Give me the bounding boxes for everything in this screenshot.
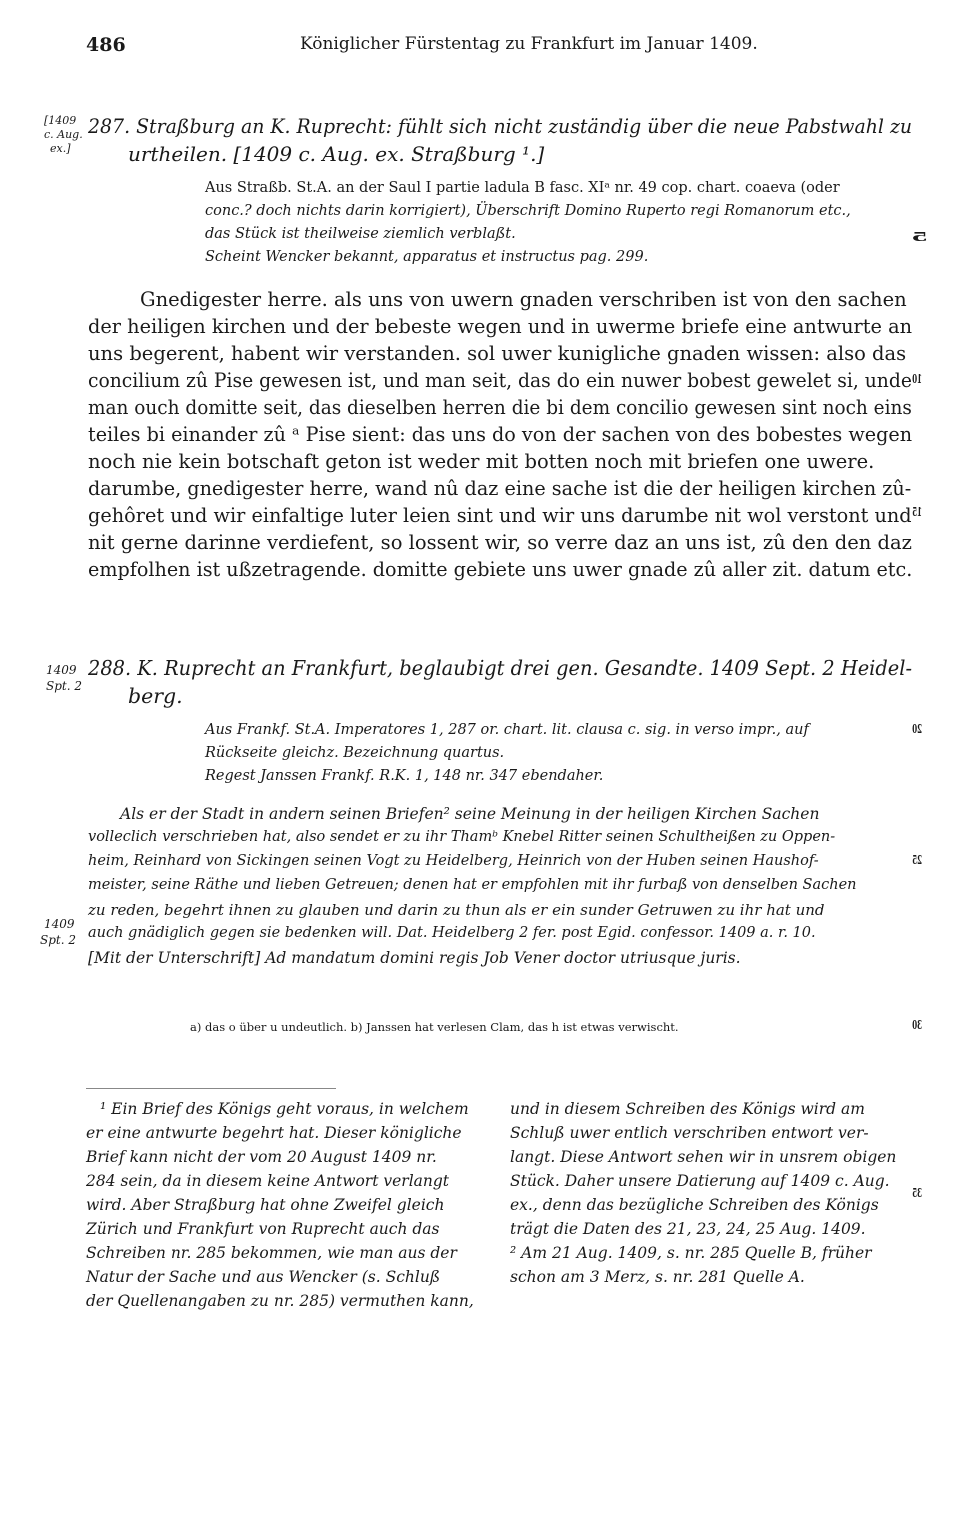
margin-date-287-line1: [1409 <box>44 114 77 127</box>
line-number: 10 <box>912 372 922 386</box>
doc-288-text-line: auch gnädiglich gegen sie bedenken will. Dat. Heidelberg 2 fer. post Egid. confessor. 1409 a. r. 10. <box>88 925 816 941</box>
footnote-left-line: wird. Aber Straßburg hat ohne Zweifel gleich <box>86 1196 445 1214</box>
footnote-left-line: er eine antwurte begehrt hat. Dieser königliche <box>86 1124 462 1142</box>
doc-287-text-line: der heiligen kirchen und der bebeste wegen und in uwerme briefe eine antwurte an <box>88 315 913 338</box>
doc-287-text-line: noch nie kein botschaft geton ist weder mit botten noch mit briefen one uwere. <box>88 450 875 473</box>
footnote-right-line: Stück. Daher unsere Datierung auf 1409 c. Aug. <box>510 1172 890 1190</box>
doc-287-text-line: concilium zû Pise gewesen ist, und man seit, das do ein nuwer bobest gewelet si, unde <box>88 369 912 392</box>
doc-287-text-line: Gnedigester herre. als uns von uwern gnaden verschriben ist von den sachen <box>140 288 907 311</box>
footnote-right-line: langt. Diese Antwort sehen wir in unsrem obigen <box>510 1148 897 1166</box>
doc-288-text-line: meister, seine Räthe und lieben Getreuen; denen hat er empfohlen mit ihr furbaß von denselben Sachen <box>88 877 857 893</box>
running-title: Königlicher Fürstentag zu Frankfurt im Januar 1409. <box>300 34 758 54</box>
footnote-left-line: der Quellenangaben zu nr. 285) vermuthen kann, <box>86 1292 474 1310</box>
footnote-right-line: und in diesem Schreiben des Königs wird am <box>510 1100 865 1118</box>
page-number: 486 <box>86 34 126 56</box>
footnote-right-line: Schluß uwer entlich verschriben entwort ver- <box>510 1124 869 1142</box>
doc-287-source-line4: Scheint Wencker bekannt, apparatus et instructus pag. 299. <box>205 249 649 265</box>
doc-288-text-line: [Mit der Unterschrift] Ad mandatum domini regis Job Vener doctor utriusque juris. <box>88 949 741 967</box>
doc-287-source-line3: das Stück ist theilweise ziemlich verblaßt. <box>205 226 516 242</box>
margin-date-287-line2: c. Aug. <box>44 128 83 141</box>
doc-287-text-line: teiles bi einander zû ᵃ Pise sient: das uns do von der sachen von des bobestes wegen <box>88 423 913 446</box>
line-number: 5 <box>911 230 928 244</box>
doc-287-text-line: darumbe, gnedigester herre, wand nû daz eine sache ist die der heiligen kirchen zû- <box>88 477 912 500</box>
footnote-right-line: ² Am 21 Aug. 1409, s. nr. 285 Quelle B, früher <box>510 1244 872 1262</box>
footnote-right-line: trägt die Daten des 21, 23, 24, 25 Aug. 1409. <box>510 1220 866 1238</box>
footnote-left-line: Zürich und Frankfurt von Ruprecht auch das <box>86 1220 440 1238</box>
doc-288-source-line3: Regest Janssen Frankf. R.K. 1, 148 nr. 347 ebendaher. <box>205 768 604 784</box>
doc-288-text-line: heim, Reinhard von Sickingen seinen Vogt zu Heidelberg, Heinrich von der Huben seinen Haushof- <box>88 853 819 869</box>
doc-287-source-line1: Aus Straßb. St.A. an der Saul I partie ladula B fasc. XIᵃ nr. 49 cop. chart. coaeva (oder <box>205 180 840 196</box>
line-number: 20 <box>912 722 922 736</box>
footnote-left-line: Natur der Sache und aus Wencker (s. Schluß <box>86 1268 441 1286</box>
variant-notes: a) das o über u undeutlich. b) Janssen hat verlesen Clam, das h ist etwas verwischt. <box>190 1020 679 1034</box>
doc-288-text-line: zu reden, begehrt ihnen zu glauben und darin zu thun als er ein sunder Getruwen zu ihr hat und <box>88 901 825 919</box>
margin-date-288b-line2: Spt. 2 <box>40 933 76 947</box>
doc-287-text-line: man ouch domitte seit, das dieselben herren die bi dem concilio gewesen sint noch eins <box>88 396 912 419</box>
margin-date-288-line2: Spt. 2 <box>46 679 82 693</box>
line-number: 30 <box>912 1018 922 1032</box>
footnote-rule <box>86 1088 336 1089</box>
margin-date-288-line1: 1409 <box>46 663 77 677</box>
doc-288-text-line: volleclich verschrieben hat, also sendet er zu ihr Thamᵇ Knebel Ritter seinen Schultheißen zu Oppen- <box>88 829 836 845</box>
doc-287-title-line2: urtheilen. [1409 c. Aug. ex. Straßburg ¹.] <box>128 142 545 166</box>
doc-287-source-line2: conc.? doch nichts darin korrigiert), Überschrift Domino Ruperto regi Romanorum etc., <box>205 203 851 219</box>
doc-288-title-line2: berg. <box>128 684 183 708</box>
doc-287-text-line: empfolhen ist ußzetragende. domitte gebiete uns uwer gnade zû aller zit. datum etc. <box>88 558 913 581</box>
footnote-left-line: Schreiben nr. 285 bekommen, wie man aus der <box>86 1244 457 1262</box>
doc-288-title-line1: 288. K. Ruprecht an Frankfurt, beglaubigt drei gen. Gesandte. 1409 Sept. 2 Heidel- <box>88 656 912 680</box>
doc-288-text-line: Als er der Stadt in andern seinen Briefen² seine Meinung in der heiligen Kirchen Sachen <box>120 805 820 823</box>
footnote-right-line: ex., denn das bezügliche Schreiben des Königs <box>510 1196 879 1214</box>
line-number: 15 <box>912 505 922 519</box>
doc-287-title-line1: 287. Straßburg an K. Ruprecht: fühlt sich nicht zuständig über die neue Pabstwahl zu <box>88 114 913 138</box>
doc-288-source-line2: Rückseite gleichz. Bezeichnung quartus. <box>205 745 505 761</box>
doc-287-text-line: gehôret und wir einfaltige luter leien sint und wir uns darumbe nit wol verstont und <box>88 504 912 527</box>
footnote-right-line: schon am 3 Merz, s. nr. 281 Quelle A. <box>510 1268 805 1286</box>
footnote-left-line: Brief kann nicht der vom 20 August 1409 nr. <box>86 1148 437 1166</box>
margin-date-287-line3: ex.] <box>50 142 71 155</box>
doc-287-text-line: nit gerne darinne verdiefent, so lossent wir, so verre daz an uns ist, zû den den daz <box>88 531 912 554</box>
margin-date-288b-line1: 1409 <box>44 917 75 931</box>
line-number: 35 <box>912 1186 922 1200</box>
doc-287-text-line: uns begerent, habent wir verstanden. sol uwer kunigliche gnaden wissen: also das <box>88 342 907 365</box>
doc-288-source-line1: Aus Frankf. St.A. Imperatores 1, 287 or. chart. lit. clausa c. sig. in verso impr., auf <box>205 722 809 738</box>
line-number: 25 <box>912 853 922 867</box>
footnote-left-line: ¹ Ein Brief des Königs geht voraus, in welchem <box>100 1100 469 1118</box>
footnote-left-line: 284 sein, da in diesem keine Antwort verlangt <box>86 1172 450 1190</box>
